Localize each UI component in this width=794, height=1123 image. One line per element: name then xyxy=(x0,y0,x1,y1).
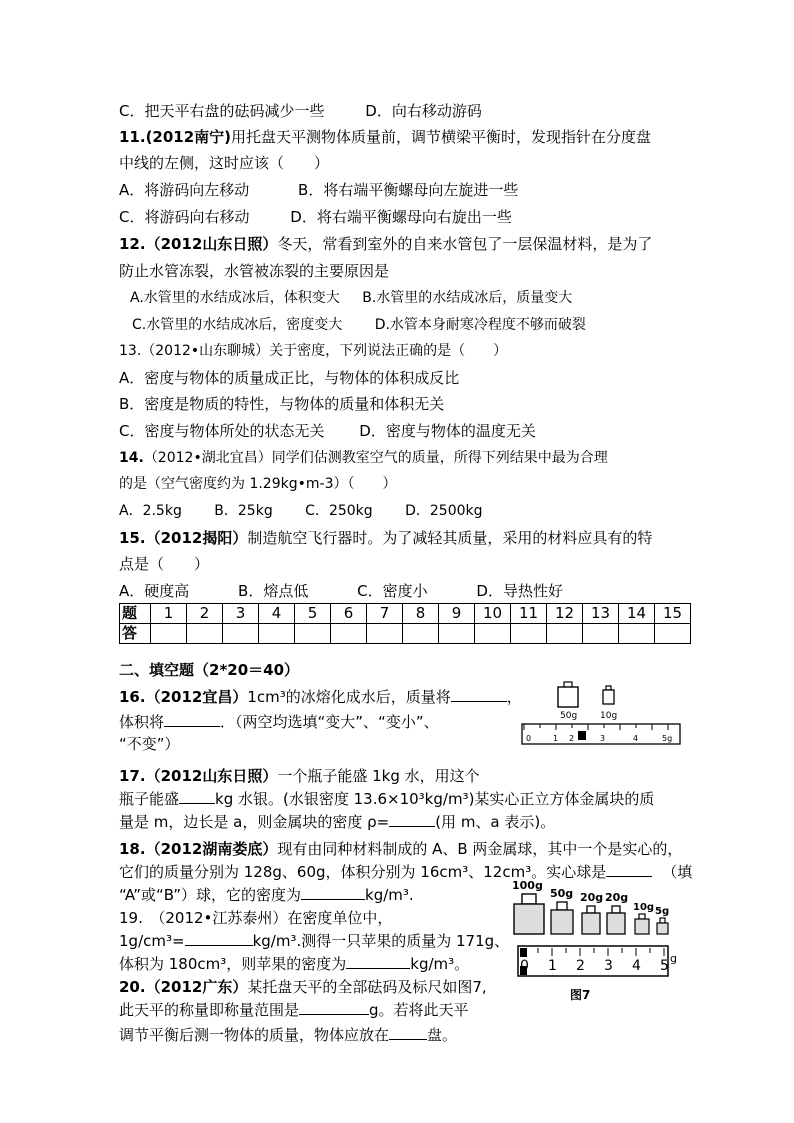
q16-line3: “不变”） xyxy=(119,735,180,753)
q15-stem-line1 xyxy=(119,527,652,549)
q20-blank2[interactable] xyxy=(389,1024,427,1040)
q19-text3a: 体积为 180cm³，则苹果的密度为 xyxy=(119,955,347,973)
weight-5g-icon xyxy=(657,918,668,934)
q18-line1 xyxy=(119,838,682,860)
q13-option-c: C．密度与物体所处的状态无关 xyxy=(119,422,325,440)
q11-stem-text1: 用托盘天平测物体质量前，调节横梁平衡时，发现指针在分度盘 xyxy=(231,128,652,146)
q19-text2b: kg/m³.测得一只苹果的质量为 171g、 xyxy=(252,932,510,950)
weight-50g-label: 50g xyxy=(560,711,578,721)
q12-option-b: B.水管里的水结成冰后，质量变大 xyxy=(362,290,573,306)
weight-set-figure xyxy=(510,876,680,1038)
weight-label-10g: 10g xyxy=(633,902,655,913)
answer-table xyxy=(119,603,691,644)
q10-option-c: C．把天平右盘的砝码减少一些 xyxy=(119,102,325,120)
q16-line2 xyxy=(119,711,439,733)
q18-number: 18.（2012湖南娄底） xyxy=(119,840,278,858)
q12-stem-text1: 冬天，常看到室外的自来水管包了一层保温材料，是为了 xyxy=(277,235,653,253)
q17-text2a: 瓶子能盛 xyxy=(119,790,180,808)
answer-cell[interactable] xyxy=(367,624,403,644)
q12-option-c: C.水管里的水结成冰后，密度变大 xyxy=(132,317,343,333)
answer-cell[interactable] xyxy=(583,624,619,644)
answer-cell[interactable] xyxy=(331,624,367,644)
q18-text3b: kg/m³. xyxy=(365,886,414,904)
q15-option-c: C．密度小 xyxy=(357,582,428,600)
weight-20g-icon xyxy=(582,906,600,934)
q17-text1: 一个瓶子能盛 1kg 水，用这个 xyxy=(277,767,480,785)
q19-line2 xyxy=(119,930,509,952)
q12-option-a: A.水管里的水结成冰后，体积变大 xyxy=(130,290,340,306)
weight-label-20g: 20g xyxy=(605,891,629,904)
q15-stem-text1: 制造航空飞行器时。为了减轻其质量，采用的材料应具有的特 xyxy=(247,529,653,547)
q17-line1 xyxy=(119,765,480,787)
q16-text1b: ， xyxy=(506,688,522,706)
q14-options xyxy=(119,500,483,522)
q16-number: 16.（2012宜昌） xyxy=(119,688,248,706)
weight-10g-icon xyxy=(603,686,614,704)
q19-text3b: kg/m³。 xyxy=(410,955,470,973)
answer-table-number: 7 xyxy=(367,604,403,624)
q11-number: 11.(2012南宁) xyxy=(119,128,232,146)
weight-20g-icon xyxy=(607,906,625,934)
q14-option-c: C．250kg xyxy=(305,503,373,519)
q18-line3 xyxy=(119,884,414,906)
answer-table-number: 4 xyxy=(259,604,295,624)
weight-50g-icon xyxy=(558,682,578,707)
q20-line1 xyxy=(119,976,487,998)
q17-line2 xyxy=(119,788,654,810)
q15-number: 15.（2012揭阳） xyxy=(119,529,248,547)
ruler-tick: 4 xyxy=(633,734,639,743)
q19-line1: 19. （2012•江苏泰州）在密度单位中， xyxy=(119,909,393,927)
q18-text2a: 它们的质量分别为 128g、60g，体积分别为 16cm³、12cm³。实心球是 xyxy=(119,863,607,881)
section2-title: 二、填空题（2*20＝40） xyxy=(119,661,300,679)
answer-cell[interactable] xyxy=(403,624,439,644)
q11-option-a: A．将游码向左移动 xyxy=(119,181,250,199)
answer-table-number: 13 xyxy=(583,604,619,624)
q18-text1: 现有由同种材料制成的 A、B 两金属球，其中一个是实心的， xyxy=(277,840,683,858)
answer-cell[interactable] xyxy=(295,624,331,644)
q11-options-ab xyxy=(119,179,518,201)
q11-options-cd xyxy=(119,206,512,228)
q16-blank2[interactable] xyxy=(164,711,220,727)
q12-stem-line1 xyxy=(119,233,652,255)
q16-text2b: ．（两空均选填“变大”、“变小”、 xyxy=(220,713,439,731)
ruler-scale xyxy=(518,946,668,976)
q17-line3 xyxy=(119,811,555,833)
answer-table-number: 6 xyxy=(331,604,367,624)
q13-option-d: D．密度与物体的温度无关 xyxy=(359,422,536,440)
answer-table-number: 10 xyxy=(475,604,511,624)
q16-line1 xyxy=(119,686,522,708)
answer-cell[interactable] xyxy=(187,624,223,644)
answer-cell[interactable] xyxy=(259,624,295,644)
q19-blank1[interactable] xyxy=(185,930,253,946)
q15-options xyxy=(119,580,563,602)
q13-option-b: B．密度是物质的特性，与物体的质量和体积无关 xyxy=(119,395,445,413)
q11-option-b: B．将右端平衡螺母向左旋进一些 xyxy=(298,181,519,199)
q14-number: 14. xyxy=(119,450,144,466)
answer-table-number: 2 xyxy=(187,604,223,624)
ruler-tick: 5g xyxy=(662,734,673,743)
q20-text1: 某托盘天平的全部砝码及标尺如图7, xyxy=(247,978,487,996)
q12-options-ab xyxy=(130,287,572,309)
q17-text3a: 量是 m，边长是 a，则金属块的密度 ρ= xyxy=(119,813,390,831)
q14-option-b: B．25kg xyxy=(214,503,273,519)
q19-line3 xyxy=(119,953,469,975)
ruler-unit: g xyxy=(670,952,677,965)
answer-table-number: 14 xyxy=(619,604,655,624)
balance-weights-figure xyxy=(520,676,682,748)
q14-option-d: D．2500kg xyxy=(405,503,483,519)
ruler-tick: 4 xyxy=(632,958,641,974)
q11-option-d: D．将右端平衡螺母向右旋出一些 xyxy=(290,208,512,226)
q18-text3a: “A”或“B”）球，它的密度为 xyxy=(119,886,302,904)
weight-50g-icon xyxy=(551,902,573,934)
weight-label-100g: 100g xyxy=(512,879,543,892)
q14-stem-text1: （2012•湖北宜昌）同学们估测教室空气的质量，所得下列结果中最为合理 xyxy=(143,450,608,466)
ruler-tick: 0 xyxy=(526,734,532,743)
q10-option-d: D．向右移动游码 xyxy=(365,102,482,120)
ruler-tick: 5 xyxy=(660,958,669,974)
ruler-tick: 1 xyxy=(548,958,557,974)
q14-stem-line1 xyxy=(119,447,608,469)
ruler-slider-icon xyxy=(578,731,586,740)
q18-blank2[interactable] xyxy=(301,884,365,900)
answer-table-answer-row xyxy=(120,624,691,644)
answer-cell[interactable] xyxy=(475,624,511,644)
weight-10g-icon xyxy=(635,914,649,934)
q19-text2a: 1g/cm³= xyxy=(119,932,185,950)
answer-cell[interactable] xyxy=(223,624,259,644)
q12-number: 12.（2012山东日照） xyxy=(119,235,278,253)
q13-options-cd xyxy=(119,420,536,442)
q20-text2a: 此天平的称量即称量范围是 xyxy=(119,1001,300,1019)
answer-table-number: 9 xyxy=(439,604,475,624)
q20-number: 20.（2012广东） xyxy=(119,978,248,996)
q11-option-c: C．将游码向右移动 xyxy=(119,208,250,226)
ruler-tick: 0 xyxy=(520,958,529,974)
answer-cell[interactable] xyxy=(547,624,583,644)
ruler-tick: 2 xyxy=(576,958,585,974)
q20-text2b: g。若将此天平 xyxy=(369,1001,469,1019)
answer-table-number: 8 xyxy=(403,604,439,624)
q13-option-a: A．密度与物体的质量成正比，与物体的体积成反比 xyxy=(119,369,460,387)
weight-label-50g: 50g xyxy=(550,887,574,900)
q20-text3b: 盘。 xyxy=(427,1026,458,1044)
answer-table-question-label: 题 xyxy=(120,604,151,624)
q15-option-b: B．熔点低 xyxy=(238,582,309,600)
ruler-tick: 3 xyxy=(600,734,606,743)
weight-10g-label: 10g xyxy=(600,711,618,721)
answer-table-answer-label: 答 xyxy=(120,624,151,644)
q20-blank1[interactable] xyxy=(299,999,369,1015)
q11-stem-line2: 中线的左侧，这时应该（ ） xyxy=(119,154,330,172)
weight-100g-icon xyxy=(514,894,544,934)
q12-options-cd xyxy=(132,314,586,336)
q18-blank1[interactable] xyxy=(606,861,652,877)
answer-cell[interactable] xyxy=(151,624,187,644)
q16-text2: 体积将 xyxy=(119,713,165,731)
ruler-tick: 1 xyxy=(553,734,559,743)
q11-stem-line1 xyxy=(119,126,651,148)
q16-blank1[interactable] xyxy=(451,686,507,702)
q17-blank1[interactable] xyxy=(179,788,215,804)
q10-options xyxy=(119,100,482,122)
answer-table-number: 11 xyxy=(511,604,547,624)
weight-label-20g: 20g xyxy=(580,891,604,904)
answer-cell[interactable] xyxy=(511,624,547,644)
weight-label-5g: 5g xyxy=(655,906,670,917)
answer-table-number: 12 xyxy=(547,604,583,624)
answer-cell[interactable] xyxy=(439,624,475,644)
answer-cell[interactable] xyxy=(619,624,655,644)
q16-text1: 1cm³的冰熔化成水后，质量将 xyxy=(247,688,451,706)
q20-line2 xyxy=(119,999,469,1021)
q17-number: 17.（2012山东日照） xyxy=(119,767,278,785)
q15-option-a: A．硬度高 xyxy=(119,582,190,600)
q19-blank2[interactable] xyxy=(346,953,410,969)
answer-table-number: 1 xyxy=(151,604,187,624)
answer-table-header-row xyxy=(120,604,691,624)
answer-table-number: 15 xyxy=(655,604,691,624)
answer-table-number: 5 xyxy=(295,604,331,624)
ruler-tick: 2 xyxy=(569,734,575,743)
q17-text3b: (用 m、a 表示)。 xyxy=(435,813,556,831)
q18-text2b: （填 xyxy=(662,863,693,881)
q17-blank2[interactable] xyxy=(389,811,435,827)
figure-caption: 图7 xyxy=(570,988,591,1002)
q17-text2b: kg 水银。(水银密度 13.6×10³kg/m³)某实心正立方体金属块的质 xyxy=(215,790,655,808)
answer-table-number: 3 xyxy=(223,604,259,624)
q20-text3: 调节平衡后测一物体的质量，物体应放在 xyxy=(119,1026,390,1044)
q12-stem-line2: 防止水管冻裂，水管被冻裂的主要原因是 xyxy=(119,262,390,280)
q15-stem-line2: 点是（ ） xyxy=(119,555,210,573)
q14-stem-line2: 的是（空气密度约为 1.29kg•m-3）（ ） xyxy=(119,476,397,492)
q13-stem: 13.（2012•山东聊城）关于密度，下列说法正确的是（ ） xyxy=(119,343,508,359)
q14-option-a: A．2.5kg xyxy=(119,503,182,519)
ruler-tick: 3 xyxy=(604,958,613,974)
answer-cell[interactable] xyxy=(655,624,691,644)
q15-option-d: D．导热性好 xyxy=(476,582,563,600)
q20-line3 xyxy=(119,1024,457,1046)
q12-option-d: D.水管本身耐寒冷程度不够而破裂 xyxy=(374,317,586,333)
